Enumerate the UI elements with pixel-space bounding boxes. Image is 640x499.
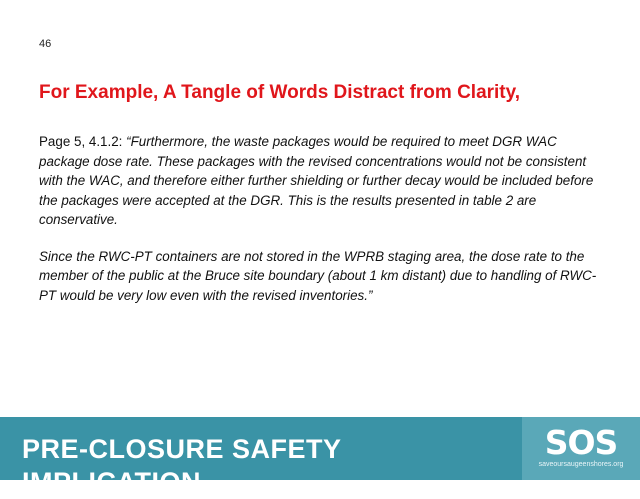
footer-band [0,417,640,497]
page-number: 46 [39,38,52,50]
quote-text-2: Since the RWC-PT containers are not stored in the WPRB staging area, the dose rate to the member of the public at the Bruce site boundary (about 1 km distant) due to handling of RWC-PT would be very low even with the revised inventories.” [39,248,597,303]
citation-quote: “Furthermore, the waste packages would be required to meet DGR WAC package dose rate. These packages with the revised concentrations would not be consistent with the WAC, and therefore either further shielding or further decay would be included before the packages were accepted at the DGR. This is the results presented in table 2 are conservative. [39,134,594,227]
sos-logo-mark: SOS [544,423,618,462]
footer-title-line-1: PRE-CLOSURE SAFETY [22,434,342,464]
body-text [39,132,604,322]
quote-paragraph-2 [39,247,604,306]
footer-title-line-2: IMPLICATION [22,467,201,497]
quote-paragraph-1 [39,132,604,230]
slide-headline: For Example, A Tangle of Words Distract from Clarity, [39,82,521,103]
sos-logo-url: saveoursaugeenshores.org [538,461,624,468]
footer-title [22,433,502,499]
sos-logo [522,417,640,480]
citation-prefix: Page 5, 4.1.2: [39,134,127,149]
